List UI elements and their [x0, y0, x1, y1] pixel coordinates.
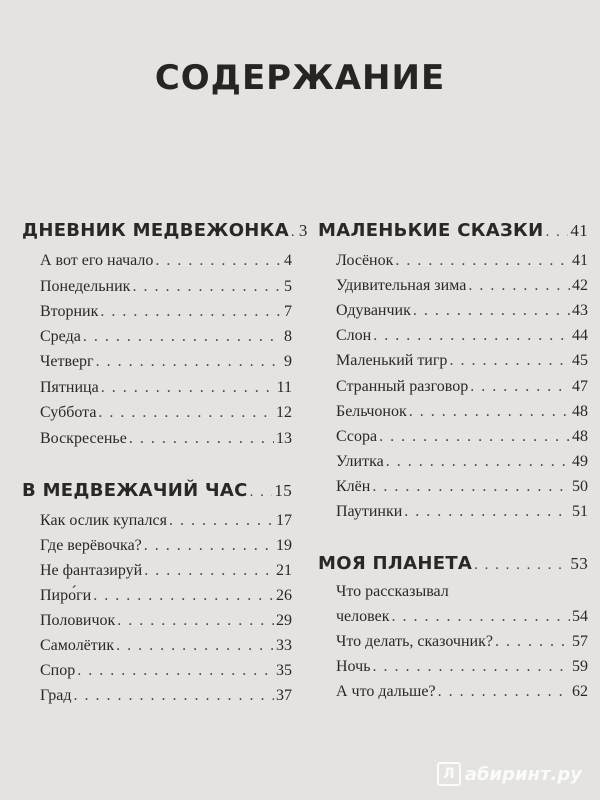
- toc-entry: [22, 587, 292, 611]
- toc-page-number: 41: [572, 252, 588, 269]
- toc-page-number: 13: [276, 430, 292, 447]
- toc-page-number: 4: [284, 252, 292, 269]
- dot-leader: [391, 608, 570, 626]
- toc-entry: [22, 612, 292, 636]
- toc-entry-title: Самолётик: [40, 637, 115, 654]
- dot-leader: [100, 303, 282, 321]
- dot-leader: [93, 587, 274, 605]
- dot-leader: [495, 633, 570, 651]
- dot-leader: [404, 503, 570, 521]
- dot-leader: [372, 658, 570, 676]
- toc-entry: [318, 302, 588, 326]
- toc-entry-title: Четверг: [40, 353, 94, 370]
- toc-entry-title: Одуванчик: [336, 302, 411, 319]
- toc-page-number: 8: [284, 328, 292, 345]
- toc-entry: [318, 633, 588, 657]
- page-title: СОДЕРЖАНИЕ: [154, 58, 446, 98]
- toc-section-title: МАЛЕНЬКИЕ СКАЗКИ: [318, 220, 544, 241]
- toc-entry: [318, 683, 588, 707]
- toc-page-number: 57: [572, 633, 588, 650]
- toc-entry: [318, 352, 588, 376]
- toc-page-number: 35: [276, 662, 292, 679]
- dot-leader: [449, 352, 570, 370]
- toc-entry: [22, 662, 292, 686]
- toc-entry: [22, 328, 292, 352]
- toc-entry: [22, 562, 292, 586]
- toc-page-number: 54: [572, 608, 588, 625]
- toc-entry: [22, 687, 292, 711]
- toc-entry-title: Вторник: [40, 303, 99, 320]
- toc-entry-title: Пятница: [40, 379, 99, 396]
- toc-page-number: 48: [572, 428, 588, 445]
- toc-entry: [318, 453, 588, 477]
- toc-entry: [318, 428, 588, 452]
- dot-leader: [413, 302, 570, 320]
- toc-entry-title: Воскресенье: [40, 430, 127, 447]
- toc-entry-title: Лосёнок: [336, 252, 394, 269]
- watermark: [437, 762, 582, 786]
- toc-entry: [22, 303, 292, 327]
- toc-entry: [22, 252, 292, 276]
- dot-leader: [169, 512, 274, 530]
- toc-entry-title: Паутинки: [336, 503, 403, 520]
- dot-leader: [77, 662, 274, 680]
- toc-page-number: 42: [572, 277, 588, 294]
- toc-section-title: ДНЕВНИК МЕДВЕЖОНКА: [22, 220, 289, 241]
- dot-leader: [155, 252, 282, 270]
- dot-leader: [144, 562, 274, 580]
- toc-entry-title: Спор: [40, 662, 76, 679]
- toc-entry-title: Как ослик купался: [40, 512, 167, 529]
- toc-entry: [318, 252, 588, 276]
- watermark-text: абиринт.ру: [464, 763, 582, 785]
- toc-entry-title: Маленький тигр: [336, 352, 448, 369]
- toc-entry-title: Странный разговор: [336, 378, 469, 395]
- toc-entry: [318, 277, 588, 301]
- toc-entry: [22, 637, 292, 661]
- dot-leader: [96, 353, 282, 371]
- toc-entry-title: Слон: [336, 327, 372, 344]
- toc-page-number: 26: [276, 587, 292, 604]
- dot-leader: [83, 328, 282, 346]
- toc-entry: [22, 278, 292, 302]
- labirint-logo-icon: Л: [437, 762, 461, 786]
- toc-entry-title: Клён: [336, 478, 371, 495]
- toc-page-number: 49: [572, 453, 588, 470]
- toc-entry: [318, 478, 588, 502]
- toc-page-number: 47: [572, 378, 588, 395]
- toc-entry-title: Ночь: [336, 658, 371, 675]
- toc-page-number: 33: [276, 637, 292, 654]
- toc-entry-title: Град: [40, 687, 72, 704]
- dot-leader: [470, 378, 570, 396]
- toc-page-number: 50: [572, 478, 588, 495]
- dot-leader: [250, 484, 273, 501]
- dot-leader: [438, 683, 570, 701]
- dot-leader: [395, 252, 570, 270]
- toc-entry-title: А вот его начало: [40, 252, 154, 269]
- toc-entry-title: Среда: [40, 328, 81, 345]
- toc-entry: [22, 379, 292, 403]
- dot-leader: [144, 537, 274, 555]
- dot-leader: [474, 557, 568, 574]
- dot-leader: [117, 612, 274, 630]
- toc-entry-title: Половичок: [40, 612, 116, 629]
- toc-page-number: 15: [274, 481, 292, 500]
- toc-page-number: 21: [276, 562, 292, 579]
- toc-page-number: 19: [276, 537, 292, 554]
- toc-entry: [22, 512, 292, 536]
- dot-leader: [291, 224, 297, 241]
- toc-entry: [318, 378, 588, 402]
- toc-page-number: 43: [572, 302, 588, 319]
- toc-entry-title: Что рассказывал: [336, 583, 449, 600]
- dot-leader: [132, 278, 282, 296]
- toc-page-number: 9: [284, 353, 292, 370]
- toc-page-number: 45: [572, 352, 588, 369]
- toc-page-number: 59: [572, 658, 588, 675]
- toc-page-number: 29: [276, 612, 292, 629]
- toc-entry-title: Удивительная зима: [336, 277, 467, 294]
- toc-section-title: МОЯ ПЛАНЕТА: [318, 553, 473, 574]
- toc-section-title: В МЕДВЕЖАЧИЙ ЧАС: [22, 480, 248, 501]
- toc-page-number: 44: [572, 327, 588, 344]
- toc-entry-title: Улитка: [336, 453, 384, 470]
- dot-leader: [73, 687, 274, 705]
- toc-page-number: 12: [276, 404, 292, 421]
- toc-section: [22, 480, 292, 504]
- toc-page-number: 48: [572, 403, 588, 420]
- toc-entry: [22, 404, 292, 428]
- toc-page-number: 37: [276, 687, 292, 704]
- toc-entry: [22, 430, 292, 454]
- toc-entry: [318, 403, 588, 427]
- toc-entry: [318, 503, 588, 527]
- toc-entry-title: человек: [336, 608, 390, 625]
- toc-section: [22, 220, 308, 244]
- dot-leader: [468, 277, 570, 295]
- toc-entry: [318, 658, 588, 682]
- toc-page-number: 41: [570, 221, 588, 240]
- dot-leader: [98, 404, 274, 422]
- toc-section: [318, 553, 588, 577]
- dot-leader: [379, 428, 570, 446]
- toc-entry: [318, 583, 588, 607]
- toc-page-number: 7: [284, 303, 292, 320]
- dot-leader: [101, 379, 275, 397]
- toc-entry-title: Что делать, сказочник?: [336, 633, 493, 650]
- toc-entry: [318, 327, 588, 351]
- toc-page-number: 51: [572, 503, 588, 520]
- toc-page-number: 62: [572, 683, 588, 700]
- toc-entry: [22, 537, 292, 561]
- dot-leader: [386, 453, 570, 471]
- toc-entry-title: Где верёвочка?: [40, 537, 142, 554]
- toc-page-number: 3: [298, 221, 308, 240]
- toc-page-number: 5: [284, 278, 292, 295]
- toc-entry-title: Понедельник: [40, 278, 131, 295]
- dot-leader: [372, 478, 570, 496]
- dot-leader: [129, 430, 274, 448]
- dot-leader: [373, 327, 570, 345]
- toc-entry-title: Ссора: [336, 428, 378, 445]
- toc-entry: [22, 353, 292, 377]
- toc-page-number: 17: [276, 512, 292, 529]
- dot-leader: [545, 224, 568, 241]
- toc-page-number: 11: [276, 379, 292, 396]
- toc-page-number: 53: [570, 554, 588, 573]
- toc-entry-title: А что дальше?: [336, 683, 436, 700]
- toc-entry-title: Суббота: [40, 404, 97, 421]
- toc-entry-title: Не фантазируй: [40, 562, 143, 579]
- dot-leader: [116, 637, 274, 655]
- toc-entry: [318, 608, 588, 632]
- toc-entry-title: Бельчонок: [336, 403, 407, 420]
- dot-leader: [409, 403, 570, 421]
- toc-entry-title: Пиро́ги: [40, 587, 92, 604]
- toc-section: [318, 220, 588, 244]
